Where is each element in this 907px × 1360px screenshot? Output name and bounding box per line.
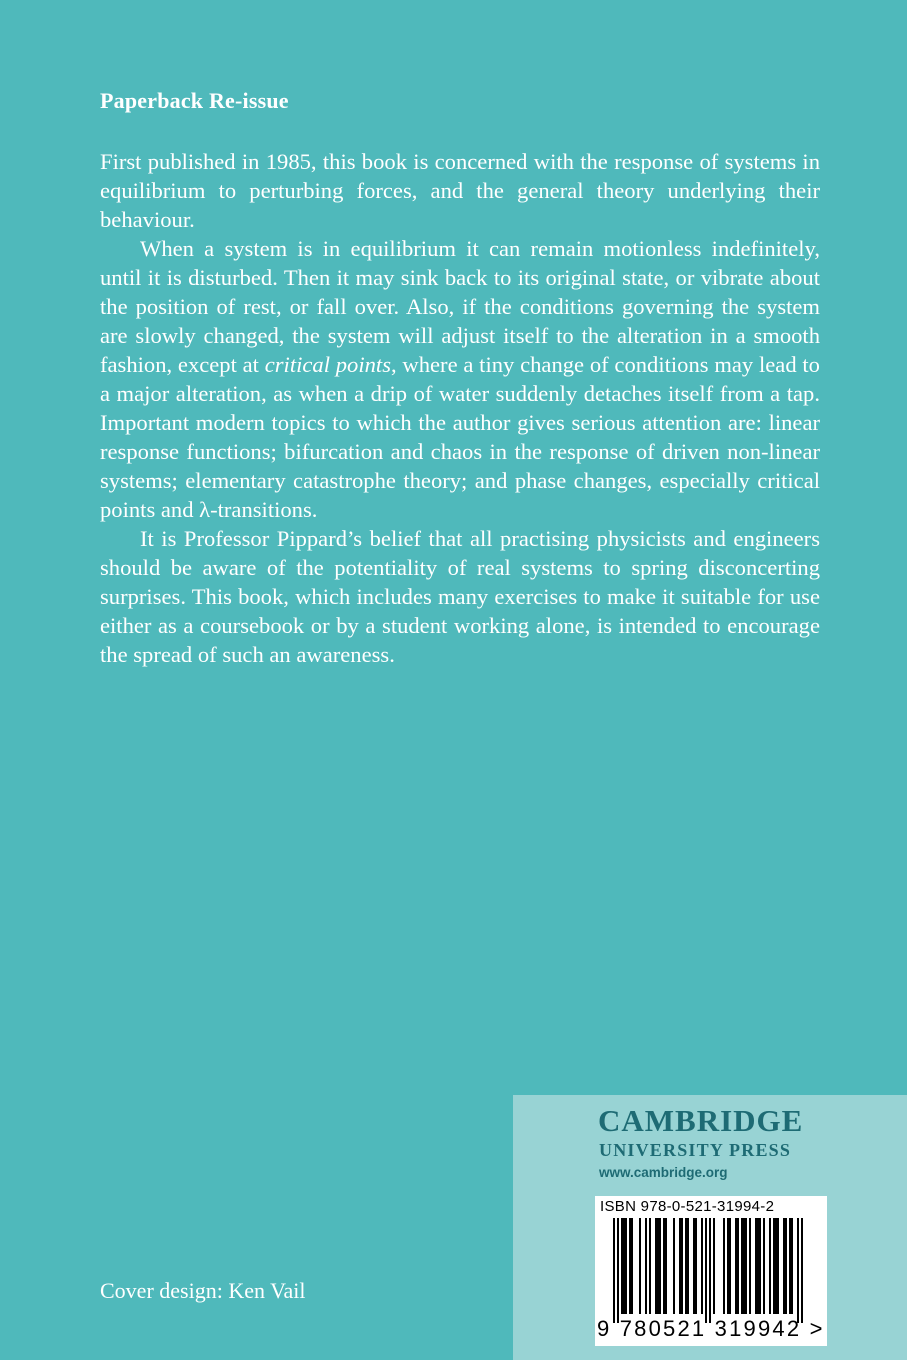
barcode-bar — [645, 1218, 647, 1314]
barcode-bar — [701, 1218, 703, 1314]
paragraph-text: It is Professor Pippard’s belief that all practising physicists and engineers should be aware of the potentiality of real systems to spring disconcerting surprises. This book, which includes many exercises to make it suitable for use either as a coursebook or by a student working alone, is intended to encourage the spread of such an awareness. — [100, 526, 820, 667]
barcode-bar — [783, 1218, 785, 1314]
barcode-bar — [763, 1218, 765, 1314]
barcode-bar — [679, 1218, 681, 1314]
barcode-bar — [757, 1218, 759, 1314]
barcode-bar — [693, 1218, 695, 1314]
barcode-bar — [789, 1218, 791, 1314]
barcode-bar — [759, 1218, 761, 1314]
description-paragraph-2 — [100, 234, 820, 524]
barcode-bar — [791, 1218, 793, 1314]
publisher-name: CAMBRIDGE — [598, 1103, 804, 1138]
barcode-bar — [801, 1218, 803, 1323]
barcode-bar — [687, 1218, 689, 1314]
barcode-bar — [673, 1218, 675, 1314]
book-description — [100, 147, 820, 669]
barcode-bar — [685, 1218, 687, 1314]
paragraph-emphasis: critical points — [264, 352, 391, 377]
barcode-bar — [629, 1218, 631, 1314]
barcode-bar — [743, 1218, 745, 1314]
barcode-bar — [785, 1218, 787, 1314]
publisher-subtitle: UNIVERSITY PRESS — [599, 1140, 792, 1160]
barcode-bar — [649, 1218, 651, 1314]
barcode-bar — [639, 1218, 641, 1314]
barcode-bar — [755, 1218, 757, 1314]
barcode-bar — [741, 1218, 743, 1314]
isbn-label: ISBN 978-0-521-31994-2 — [600, 1198, 775, 1215]
barcode-bar — [613, 1218, 615, 1323]
barcode-bar — [729, 1218, 731, 1314]
barcode-bar — [769, 1218, 771, 1314]
barcode-bar — [737, 1218, 739, 1314]
barcode-bar — [773, 1218, 775, 1314]
barcode-bar — [777, 1218, 779, 1314]
barcode-bar — [631, 1218, 633, 1314]
paragraph-text: , where a tiny change of conditions may lead to a major alteration, as when a drip of water suddenly detaches itself from a tap. Important modern topics to which the author gives serious attention are: linear response functions; bifurcation and chaos in the response of driven non-linear systems; elementary catastrophe theory; and phase changes, especially critical points and λ-transitions. — [100, 352, 820, 522]
barcode-bar — [749, 1218, 751, 1314]
publisher-panel — [513, 1095, 907, 1360]
barcode-bar — [745, 1218, 747, 1314]
barcode-bar — [655, 1218, 657, 1314]
paragraph-text: First published in 1985, this book is concerned with the response of systems in equilibrium to perturbing forces, and the general theory underlying their behaviour. — [100, 149, 820, 232]
publisher-website: www.cambridge.org — [599, 1165, 728, 1180]
barcode-bar — [621, 1218, 623, 1314]
barcode-bar — [723, 1218, 725, 1314]
barcode-bar — [775, 1218, 777, 1314]
cover-credit: Cover design: Ken Vail — [100, 1278, 306, 1303]
barcode-bar — [727, 1218, 729, 1314]
barcode-bar — [695, 1218, 697, 1314]
paragraph-text: When a system is in equilibrium it can remain motionless indefinitely, until it is disturbed. Then it may sink back to its original state, or vibrate about the position of rest, or fall over. Also, if the conditions governing the system are slowly changed, the system will adjust itself to the alteration in a smooth fashion, except at — [100, 236, 820, 377]
description-paragraph-1 — [100, 147, 820, 234]
barcode-bar — [623, 1218, 625, 1314]
cover-heading: Paperback Re-issue — [100, 88, 289, 113]
barcode-bar — [663, 1218, 665, 1314]
barcode-bar — [681, 1218, 683, 1314]
barcode-bar — [797, 1218, 799, 1323]
barcode-bar — [713, 1218, 715, 1314]
description-paragraph-3 — [100, 524, 820, 669]
barcode-bar — [709, 1218, 711, 1323]
barcode-bar — [625, 1218, 627, 1314]
barcode-bar — [735, 1218, 737, 1314]
barcode-bar — [659, 1218, 661, 1314]
barcode-digits: 9 780521 319942 > — [597, 1316, 825, 1341]
barcode-bar — [705, 1218, 707, 1323]
barcode-bar — [665, 1218, 667, 1314]
barcode-bar — [617, 1218, 619, 1323]
barcode-bar — [657, 1218, 659, 1314]
barcode — [595, 1196, 827, 1346]
